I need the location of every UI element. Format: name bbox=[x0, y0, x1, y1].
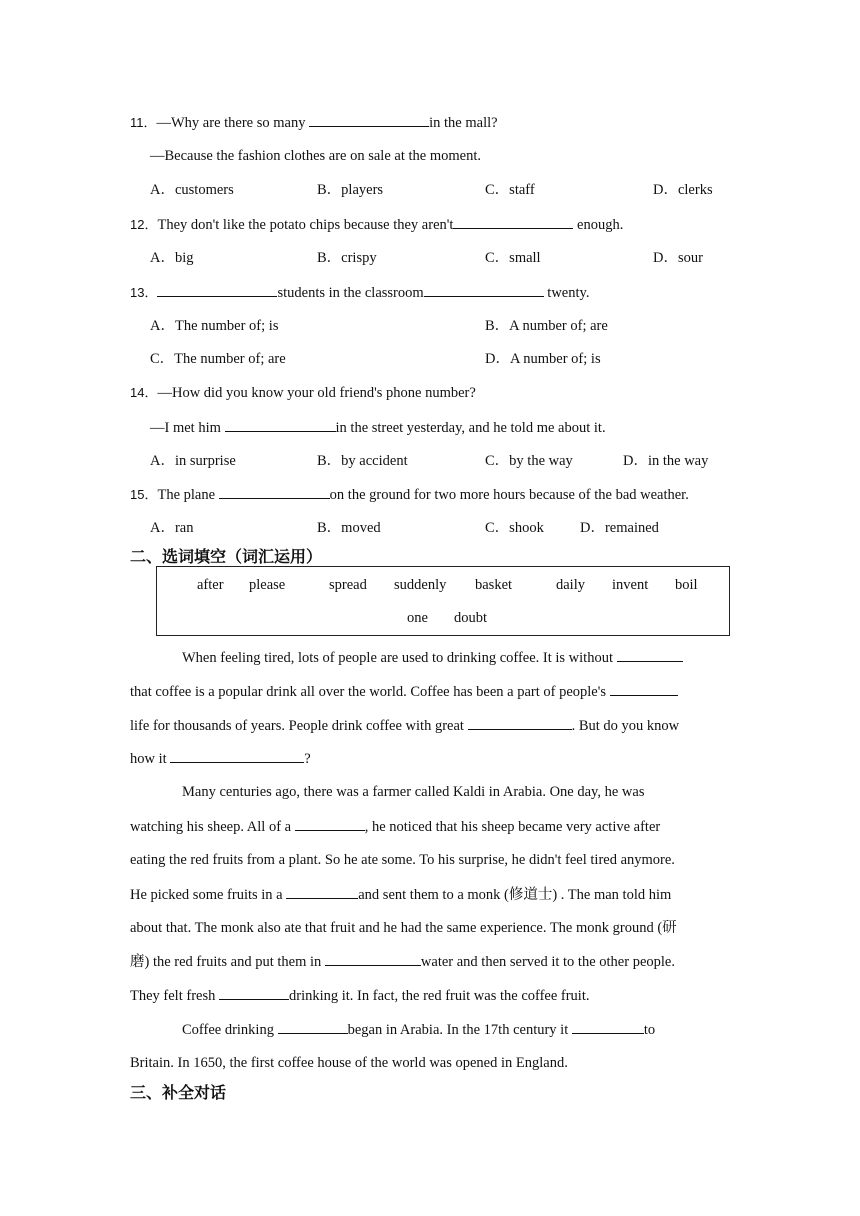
option-d: D．in the way bbox=[623, 453, 709, 469]
question-stem: students in the classroom bbox=[277, 285, 424, 301]
passage-line bbox=[130, 985, 589, 1006]
passage-text: . But do you know bbox=[571, 718, 680, 734]
option-d: D．remained bbox=[580, 520, 659, 536]
answer-blank bbox=[309, 112, 429, 127]
section-heading-vocabulary: 二、选词填空（词汇运用） bbox=[130, 547, 323, 566]
answer-blank bbox=[325, 951, 421, 966]
option-a: A．The number of; is bbox=[150, 318, 279, 334]
passage-text: how it bbox=[130, 751, 171, 767]
option-c: C．staff bbox=[485, 182, 535, 198]
option-d: D．sour bbox=[653, 250, 703, 266]
option-b: B．players bbox=[317, 182, 384, 198]
passage-line bbox=[182, 1019, 655, 1040]
option-a: A．ran bbox=[150, 520, 194, 536]
word-bank-item: invent bbox=[612, 577, 649, 593]
question-number: 12． bbox=[130, 217, 158, 232]
word-bank-item: please bbox=[249, 577, 286, 593]
passage-line: about that. The monk also ate that fruit and he had the same experience. The monk ground (研 bbox=[130, 920, 677, 936]
passage-text: They felt fresh bbox=[130, 988, 219, 1004]
passage-text: began in Arabia. In the 17th century it bbox=[347, 1022, 572, 1038]
question-stem-end: in the mall? bbox=[429, 115, 498, 131]
question-12 bbox=[130, 214, 860, 235]
question-stem: —How did you know your old friend's phone number? bbox=[157, 385, 476, 401]
passage-line bbox=[130, 951, 675, 972]
passage-line bbox=[130, 715, 679, 736]
question-stem: The plane bbox=[157, 487, 219, 503]
option-c: C．shook bbox=[485, 520, 544, 536]
answer-blank bbox=[295, 816, 365, 831]
word-bank-box bbox=[156, 566, 730, 636]
section-heading-dialogue: 三、补全对话 bbox=[130, 1083, 227, 1102]
option-a: A．in surprise bbox=[150, 453, 236, 469]
question-11 bbox=[130, 112, 860, 133]
option-a: A．customers bbox=[150, 182, 234, 198]
passage-text: When feeling tired, lots of people are used to drinking coffee. It is without bbox=[182, 650, 617, 666]
question-13 bbox=[130, 282, 860, 303]
question-14-reply bbox=[150, 417, 860, 438]
option-b: B．moved bbox=[317, 520, 381, 536]
passage-text: He picked some fruits in a bbox=[130, 887, 287, 903]
word-bank-item: spread bbox=[329, 577, 367, 593]
answer-blank bbox=[286, 884, 358, 899]
answer-blank bbox=[278, 1019, 348, 1034]
passage-text: , he noticed that his sheep became very active after bbox=[364, 819, 661, 835]
passage-line bbox=[130, 748, 311, 769]
word-bank-item: suddenly bbox=[394, 577, 447, 593]
answer-blank bbox=[219, 484, 330, 499]
reply-start: —I met him bbox=[150, 420, 225, 436]
passage-text: water and then served it to the other people. bbox=[420, 954, 675, 970]
passage-text: 磨) the red fruits and put them in bbox=[130, 954, 325, 970]
passage-text: that coffee is a popular drink all over the world. Coffee has been a part of people's bbox=[130, 684, 610, 700]
passage-text: Coffee drinking bbox=[182, 1022, 278, 1038]
passage-line bbox=[130, 816, 660, 837]
option-c: C．small bbox=[485, 250, 541, 266]
passage-text: and sent them to a monk (修道士) . The man told him bbox=[358, 887, 672, 903]
answer-blank bbox=[424, 282, 544, 297]
passage-text: drinking it. In fact, the red fruit was the coffee fruit. bbox=[288, 988, 590, 1004]
passage-line: Many centuries ago, there was a farmer called Kaldi in Arabia. One day, he was bbox=[182, 784, 645, 800]
passage-line bbox=[130, 884, 671, 905]
passage-line bbox=[130, 681, 678, 702]
question-15 bbox=[130, 484, 860, 505]
answer-blank bbox=[453, 214, 573, 229]
option-a: A．big bbox=[150, 250, 194, 266]
option-b: B．crispy bbox=[317, 250, 377, 266]
word-bank-item: daily bbox=[556, 577, 585, 593]
word-bank-item: one bbox=[407, 610, 428, 626]
answer-blank bbox=[617, 647, 683, 662]
answer-blank bbox=[572, 1019, 644, 1034]
option-d: D．A number of; is bbox=[485, 351, 601, 367]
question-stem: They don't like the potato chips because they aren't bbox=[157, 217, 454, 233]
passage-text: to bbox=[643, 1022, 656, 1038]
word-bank-item: basket bbox=[475, 577, 513, 593]
word-bank-item: after bbox=[197, 577, 224, 593]
answer-blank bbox=[170, 748, 304, 763]
answer-blank bbox=[610, 681, 678, 696]
option-b: B．A number of; are bbox=[485, 318, 608, 334]
question-stem-end: on the ground for two more hours because of the bad weather. bbox=[329, 487, 689, 503]
word-bank-item: boil bbox=[675, 577, 698, 593]
question-stem-end: twenty. bbox=[543, 285, 590, 301]
question-14 bbox=[130, 383, 860, 403]
question-number: 15． bbox=[130, 487, 158, 502]
reply-end: in the street yesterday, and he told me about it. bbox=[335, 420, 606, 436]
question-stem: —Why are there so many bbox=[156, 115, 310, 131]
option-d: D．clerks bbox=[653, 182, 713, 198]
passage-line bbox=[182, 647, 683, 668]
question-11-reply: —Because the fashion clothes are on sale at the moment. bbox=[150, 148, 481, 164]
question-stem-end: enough. bbox=[573, 217, 624, 233]
question-number: 13． bbox=[130, 285, 158, 300]
passage-line: eating the red fruits from a plant. So he ate some. To his surprise, he didn't feel tired anymore. bbox=[130, 852, 675, 868]
passage-text: ? bbox=[304, 751, 311, 767]
answer-blank bbox=[219, 985, 289, 1000]
option-c: C．The number of; are bbox=[150, 351, 286, 367]
passage-line: Britain. In 1650, the first coffee house of the world was opened in England. bbox=[130, 1055, 568, 1071]
option-c: C．by the way bbox=[485, 453, 573, 469]
passage-text: life for thousands of years. People drink coffee with great bbox=[130, 718, 468, 734]
answer-blank bbox=[468, 715, 572, 730]
answer-blank bbox=[157, 282, 277, 297]
answer-blank bbox=[225, 417, 336, 432]
word-bank-item: doubt bbox=[454, 610, 488, 626]
question-number: 11． bbox=[130, 115, 157, 130]
question-number: 14． bbox=[130, 385, 158, 400]
option-b: B．by accident bbox=[317, 453, 408, 469]
passage-text: watching his sheep. All of a bbox=[130, 819, 295, 835]
